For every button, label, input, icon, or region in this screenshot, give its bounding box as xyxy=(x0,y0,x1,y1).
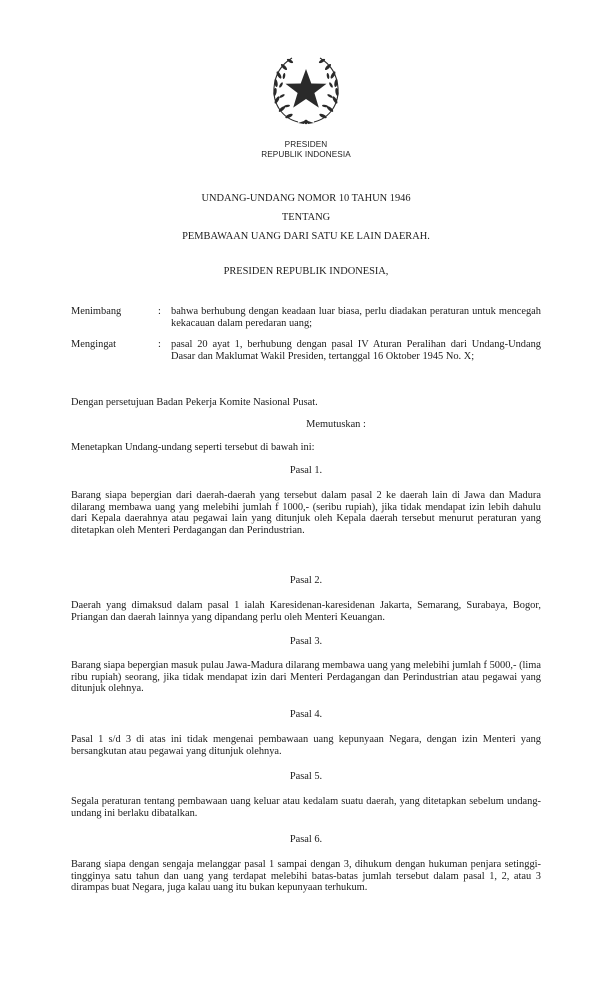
law-subject: PEMBAWAAN UANG DARI SATU KE LAIN DAERAH. xyxy=(182,231,430,242)
header-presiden: PRESIDEN xyxy=(284,140,328,149)
issuer: PRESIDEN REPUBLIK INDONESIA, xyxy=(223,266,389,277)
article-text: Barang siapa dengan sengaja melanggar pasal 1 sampai dengan 3, dihukum dengan hukuman penjara setinggi-tingginya satu tahun dan uang yang terdapat melebihi batas-batas jumlah tersebut dalam pasal 1, 2, atau 3 dirampas buat Negara, juga kalau uang itu bukan kepunyaan terhukum. xyxy=(71,859,541,894)
consideration-text: bahwa berhubung dengan keadaan luar biasa, perlu diadakan peraturan untuk mencegah kekacauan dalam peredaran uang; xyxy=(171,306,541,329)
article-text: Barang siapa bepergian masuk pulau Jawa-Madura dilarang membawa uang yang melebihi jumlah f 5000,- (lima ribu rupiah) seorang, jika tidak mendapat izin dari Menteri Perdagangan dan Perindustrian atau pegawai yang ditunjuk olehnya. xyxy=(71,660,541,695)
enactment-statement: Menetapkan Undang-undang seperti tersebut di bawah ini: xyxy=(71,442,315,453)
article-text: Pasal 1 s/d 3 di atas ini tidak mengenai pembawaan uang kepunyaan Negara, dengan izin Menteri yang bersangkutan atau pegawai yang ditunjuk olehnya. xyxy=(71,734,541,757)
consideration-menimbang xyxy=(71,306,541,330)
consideration-text: pasal 20 ayat 1, berhubung dengan pasal IV Aturan Peralihan dari Undang-Undang Dasar dan Maklumat Wakil Presiden, tertanggal 16 Oktober 1945 No. X; xyxy=(171,339,541,362)
consideration-label: Mengingat xyxy=(71,339,117,350)
article-heading: Pasal 6. xyxy=(289,834,323,845)
header-republik-indonesia: REPUBLIK INDONESIA xyxy=(261,150,351,159)
consideration-mengingat xyxy=(71,339,541,375)
law-title-tentang: TENTANG xyxy=(281,212,331,223)
consideration-colon: : xyxy=(158,339,161,350)
consideration-colon: : xyxy=(158,306,161,317)
article-text: Barang siapa bepergian dari daerah-daerah yang tersebut dalam pasal 2 ke daerah lain di Jawa dan Madura dilarang membawa uang yang melebihi jumlah f 1000,- (seribu rupiah), jika tidak mendapat izin lebih dahulu dari Kepala daerahnya atau pegawai lain yang ditunjuk oleh Kepala daerah tersebut menurut peraturan yang ditetapkan oleh Menteri Perdagangan dan Perindustrian. xyxy=(71,490,541,536)
approval-statement: Dengan persetujuan Badan Pekerja Komite Nasional Pusat. xyxy=(71,397,318,408)
consideration-label: Menimbang xyxy=(71,306,122,317)
decision-heading: Memutuskan : xyxy=(306,419,366,430)
article-heading: Pasal 3. xyxy=(289,636,323,647)
article-heading: Pasal 4. xyxy=(289,709,323,720)
article-heading: Pasal 5. xyxy=(289,771,323,782)
article-text: Segala peraturan tentang pembawaan uang keluar atau kedalam suatu daerah, yang ditetapkan sebelum undang-undang ini berlaku dibatalkan. xyxy=(71,796,541,819)
law-title: UNDANG-UNDANG NOMOR 10 TAHUN 1946 xyxy=(201,193,411,204)
presidential-emblem-icon xyxy=(268,52,344,128)
article-heading: Pasal 1. xyxy=(289,465,323,476)
article-heading: Pasal 2. xyxy=(289,575,323,586)
article-text: Daerah yang dimaksud dalam pasal 1 ialah Karesidenan-karesidenan Jakarta, Semarang, Surabaya, Bogor, Priangan dan daerah lainnya yang dipandang perlu oleh Menteri Keuangan. xyxy=(71,600,541,623)
